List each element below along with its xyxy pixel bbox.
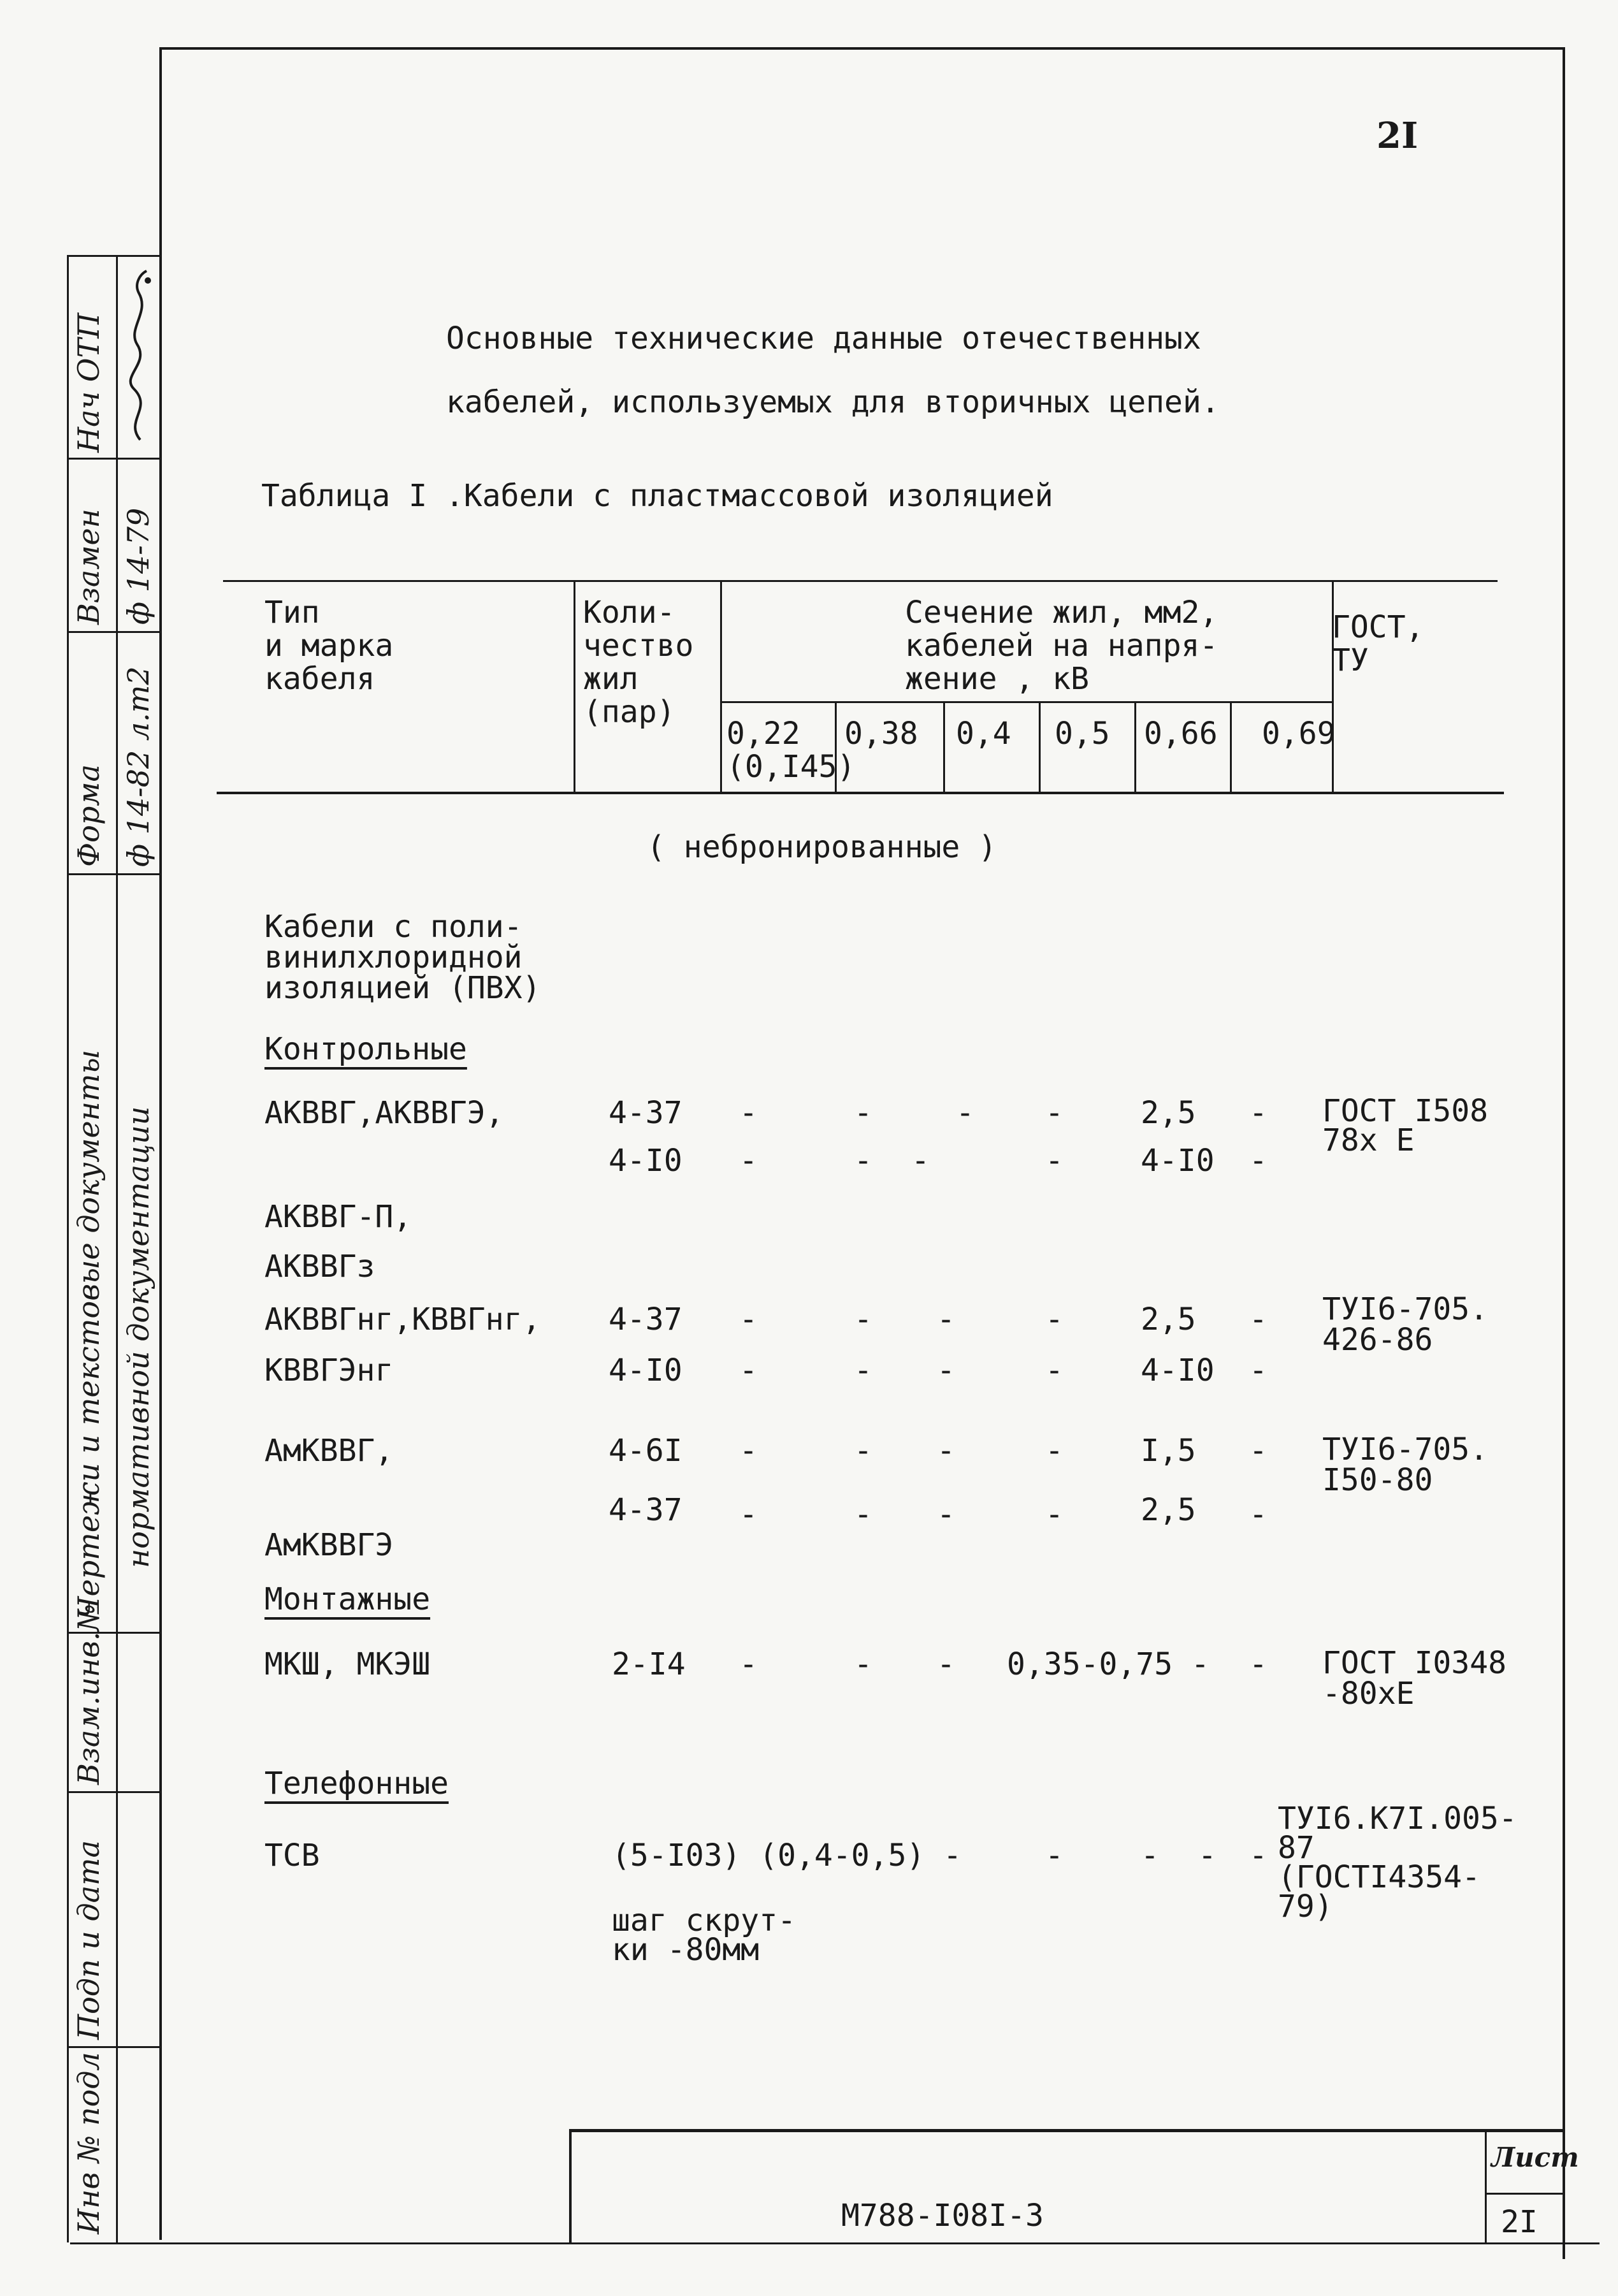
row-8-standard: ТУI6.К7I.005- 87 (ГОСТI4354- 79): [1278, 1801, 1517, 1924]
header-vline-v3: [1039, 701, 1041, 792]
header-voltage-1: 0,38: [844, 716, 918, 752]
row-1-cores: 4-I0: [609, 1143, 683, 1179]
signature-icon: [121, 268, 156, 446]
row-4-cell-3: -: [1045, 1433, 1064, 1469]
row-7-cell-2: -: [937, 1646, 955, 1682]
sidebar-divider: [116, 255, 118, 2242]
row-6-name: АмКВВГЭ: [264, 1527, 394, 1563]
row-1-cell-3: -: [1045, 1143, 1064, 1179]
header-vline-v5: [1230, 701, 1232, 792]
row-1-cell-0: -: [739, 1143, 758, 1179]
header-voltage-4: 0,66: [1144, 716, 1218, 752]
row-7-name: МКШ, МКЭШ: [264, 1646, 431, 1682]
row-5-cell-0: -: [739, 1497, 758, 1532]
row-8-cell-1: -: [1141, 1838, 1159, 1873]
row-1-cell-5: -: [1249, 1143, 1268, 1179]
row-7-cell-4: -: [1249, 1646, 1268, 1682]
row-0-name: АКВВГ,АКВВГЭ,: [264, 1095, 504, 1131]
table-header-bottom: [217, 792, 1504, 794]
row-0-cell-0: -: [739, 1095, 758, 1131]
row-9-cores: шаг скрут- ки -80мм: [612, 1903, 796, 1968]
sidebar-sep-5: [67, 1791, 161, 1793]
row-4-cell-1: -: [854, 1433, 872, 1469]
sidebar-label-vzamen: Взамен: [71, 509, 106, 625]
row-3-standard: ТУI6-705. 426-86: [1322, 1291, 1489, 1358]
header-voltage-0: 0,22 (0,I45): [726, 716, 856, 785]
stamp-left: [569, 2129, 572, 2244]
row-0-standard: ГОСТ I508 78х Е: [1322, 1093, 1489, 1158]
header-vline-1: [574, 580, 575, 792]
sidebar-sep-1: [67, 458, 161, 460]
sidebar-value-f14-79: ф 14-79: [121, 507, 155, 625]
sidebar-sep-2: [67, 631, 161, 633]
row-4-cell-2: -: [937, 1433, 955, 1469]
row-8-cell-3: -: [1249, 1838, 1268, 1873]
title-line-1: Основные технические данные отечественных: [446, 321, 1201, 356]
row-0-cell-5: -: [1249, 1095, 1268, 1131]
sidebar-sep-6: [67, 2046, 161, 2048]
sidebar-label-drawings: Чертежи и текстовые документы: [71, 1049, 106, 1619]
subsection-mounting: Монтажные: [264, 1581, 431, 1617]
header-voltage-2: 0,4: [956, 716, 1011, 752]
row-2-name: АКВВГ-П, АКВВГз: [264, 1199, 412, 1284]
header-col-cores: Коли- чество жил (пар): [583, 595, 694, 730]
row-4-cores: 4-6I: [609, 1433, 683, 1469]
row-3-cell-3: - -: [1045, 1302, 1064, 1388]
table-header-top: [223, 580, 1498, 582]
row-0-cell-2: -: [956, 1095, 974, 1131]
row-7-cell-1: -: [854, 1646, 872, 1682]
row-1-cell-2: -: [911, 1143, 930, 1179]
sidebar-label-normative: нормативной документации: [121, 1106, 155, 1568]
row-1-cell-4: 4-I0: [1141, 1143, 1215, 1179]
row-1-cell-1: -: [854, 1143, 872, 1179]
header-col-standard: ГОСТ, ТУ: [1332, 609, 1424, 678]
row-4-cell-4: I,5: [1141, 1433, 1196, 1469]
table-caption: Таблица I .Кабели с пластмассовой изоляцией: [261, 478, 1053, 514]
title-line-2: кабелей, используемых для вторичных цепей.: [446, 384, 1220, 420]
frame-bottom: [70, 2242, 1600, 2244]
row-8-cell-2: -: [1198, 1838, 1217, 1873]
sidebar-label-nach-otp: Нач ОТП: [71, 312, 106, 453]
sidebar-sep-3: [67, 873, 161, 875]
row-4-standard: ТУI6-705. I50-80: [1322, 1432, 1489, 1498]
group-label: Кабели с поли- винилхлоридной изоляцией (ПВХ): [264, 909, 541, 1006]
row-8-name: ТСВ: [264, 1838, 320, 1873]
frame-left: [159, 47, 162, 2240]
row-7-cell-3: 0,35-0,75 -: [1007, 1646, 1210, 1682]
row-5-cell-5: -: [1249, 1497, 1268, 1532]
row-4-cell-5: -: [1249, 1433, 1268, 1469]
row-0-cell-3: -: [1045, 1095, 1064, 1131]
row-8-cell-0: -: [1045, 1838, 1064, 1873]
section-label: ( небронированные ): [647, 829, 997, 865]
row-4-name: АмКВВГ,: [264, 1433, 394, 1469]
row-3-name: АКВВГнг,КВВГнг, КВВГЭнг: [264, 1302, 541, 1388]
header-col-section: Сечение жил, мм2, кабелей на напря- жение , кВ: [905, 595, 1218, 697]
row-5-cell-4: 2,5: [1141, 1492, 1196, 1528]
sidebar-label-inv-podl: Инв № подл: [71, 2052, 106, 2234]
row-8-cores: (5-I03) (0,4-0,5) -: [612, 1838, 962, 1873]
row-3-cell-2: - -: [937, 1302, 955, 1388]
row-4-cell-0: -: [739, 1433, 758, 1469]
row-5-cell-2: -: [937, 1497, 955, 1532]
subsection-control: Контрольные: [264, 1031, 467, 1067]
sidebar-outer-left: [67, 255, 69, 2242]
row-7-standard: ГОСТ I0348 -80хЕ: [1322, 1645, 1506, 1711]
stamp-sheet-number: 2I: [1501, 2204, 1538, 2240]
row-5-cores: 4-37: [609, 1492, 683, 1528]
frame-top: [159, 47, 1564, 50]
stamp-sheet-label: Лист: [1491, 2142, 1579, 2173]
row-3-cell-5: - -: [1249, 1302, 1268, 1388]
stamp-sheet-hline: [1485, 2193, 1564, 2195]
subsection-telephone: Телефонные: [264, 1766, 449, 1801]
sidebar-top: [67, 255, 161, 257]
page-number: 2I: [1376, 115, 1419, 157]
row-5-cell-1: -: [854, 1497, 872, 1532]
header-voltage-top: [720, 701, 1332, 703]
row-0-cell-4: 2,5: [1141, 1095, 1196, 1131]
sidebar-value-f14-82: ф 14-82 л.т2: [121, 666, 155, 867]
header-col-type: Тип и марка кабеля: [264, 595, 394, 697]
row-7-cores: 2-I4: [612, 1646, 686, 1682]
row-3-cell-1: - -: [854, 1302, 872, 1388]
row-3-cell-4: 2,5 4-I0: [1141, 1302, 1215, 1388]
row-0-cell-1: -: [854, 1095, 872, 1131]
stamp-doc-number: М788-I08I-3: [841, 2198, 1044, 2234]
header-voltage-5: 0,69: [1262, 716, 1336, 752]
header-vline-v2: [943, 701, 945, 792]
stamp-sheet-divider: [1485, 2129, 1487, 2244]
row-3-cell-0: - -: [739, 1302, 758, 1388]
row-0-cores: 4-37: [609, 1095, 683, 1131]
row-7-cell-0: -: [739, 1646, 758, 1682]
sidebar-label-forma: Форма: [71, 764, 106, 867]
header-voltage-3: 0,5: [1055, 716, 1110, 752]
header-vline-v4: [1134, 701, 1136, 792]
frame-right: [1563, 47, 1565, 2259]
sidebar-label-vzam-inv: Взам.инв.№: [71, 1604, 106, 1785]
row-5-cell-3: -: [1045, 1497, 1064, 1532]
stamp-top: [569, 2129, 1563, 2132]
header-vline-2: [720, 580, 722, 792]
sidebar-label-podp-data: Подп и дата: [71, 1840, 106, 2040]
row-3-cores: 4-37 4-I0: [609, 1302, 683, 1388]
